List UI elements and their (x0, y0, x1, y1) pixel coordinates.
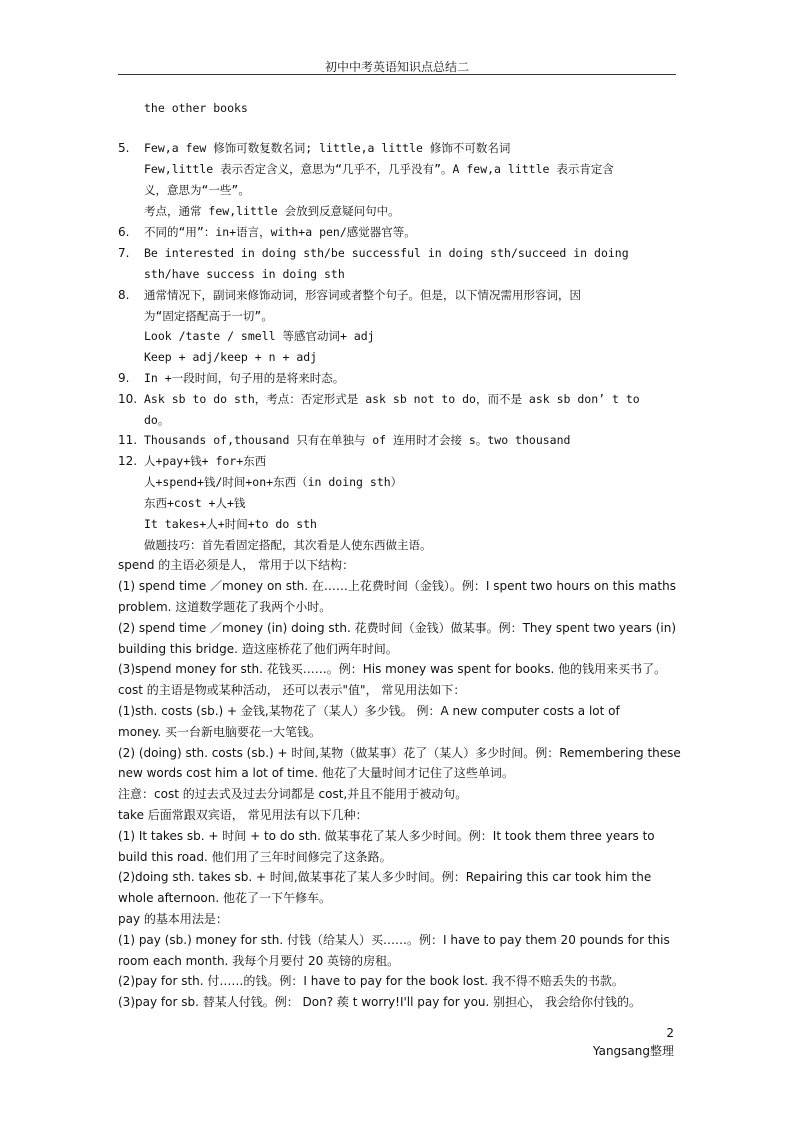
text-line: (1) spend time ／money on sth. 在……上花费时间（金钱）。例：I spent two hours on this maths (118, 579, 676, 593)
text-line: Be interested in doing sth/be successful in doing sth/succeed in doing (144, 246, 629, 260)
text-line: Thousands of,thousand 只有在单独与 of 连用时才会接 s。two thousand (144, 433, 571, 447)
list-number: 10. (118, 392, 138, 406)
text-line: money. 买一台新电脑要花一大笔钱。 (118, 725, 322, 739)
text-line: the other books (144, 101, 248, 115)
text-line: (2)doing sth. takes sb. + 时间,做某事花了某人多少时间。例：Repairing this car took him the (118, 870, 652, 884)
text-line: Look /taste / smell 等感官动词+ adj (144, 329, 375, 343)
text-line: 注意：cost 的过去式及过去分词都是 cost,并且不能用于被动句。 (118, 787, 468, 801)
list-number: 6. (118, 225, 130, 239)
list-number: 8. (118, 288, 130, 302)
text-line: new words cost him a lot of time. 他花了大量时间才记住了这些单词。 (118, 766, 514, 780)
text-line: cost 的主语是物或某种活动， 还可以表示"值"， 常见用法如下： (118, 683, 466, 697)
text-line: whole afternoon. 他花了一下午修车。 (118, 891, 331, 905)
list-number: 11. (118, 433, 138, 447)
text-line: build this road. 他们用了三年时间修完了这条路。 (118, 850, 392, 864)
text-line: (2) (doing) sth. costs (sb.) + 时间,某物（做某事）花了（某人）多少时间。例：Remembering these (118, 746, 681, 760)
text-line: 通常情况下，副词来修饰动词，形容词或者整个句子。但是，以下情况需用形容词，因 (144, 288, 581, 302)
list-number: 7. (118, 246, 130, 260)
text-line: sth/have success in doing sth (144, 267, 345, 281)
text-line: Keep + adj/keep + n + adj (144, 350, 318, 364)
text-line: room each month. 我每个月要付 20 英镑的房租。 (118, 954, 400, 968)
text-line: 不同的“用”：in+语言，with+a pen/感觉器官等。 (144, 225, 416, 239)
page-number: 2 (666, 1026, 674, 1040)
text-line: 人+pay+钱+ for+东西 (144, 454, 267, 468)
text-line: Few,little 表示否定含义，意思为“几乎不，几乎没有”。A few,a little 表示肯定含 (144, 162, 614, 176)
text-line: 考点，通常 few,little 会放到反意疑问句中。 (144, 204, 400, 218)
text-line: Ask sb to do sth，考点：否定形式是 ask sb not to do，而不是 ask sb don’ t to (144, 392, 640, 406)
text-line: do。 (144, 413, 170, 427)
list-number: 5. (118, 141, 130, 155)
list-number: 9. (118, 371, 130, 385)
text-line: 为“固定搭配高于一切”。 (144, 309, 273, 323)
text-line: It takes+人+时间+to do sth (144, 517, 317, 531)
page-header-title: 初中中考英语知识点总结二 (324, 60, 469, 74)
footer-author: Yangsang整理 (592, 1044, 674, 1058)
text-line: 人+spend+钱/时间+on+东西（in doing sth） (144, 475, 403, 489)
text-line: (3)pay for sb. 替某人付钱。例： Don? 蒺 t worry!I'll pay for you. 别担心， 我会给你付钱的。 (118, 995, 641, 1009)
text-line: Few,a few 修饰可数复数名词; little,a little 修饰不可数名词 (144, 141, 511, 155)
text-line: 义，意思为“一些”。 (144, 183, 250, 197)
text-line: (2)pay for sth. 付……的钱。例：I have to pay for the book lost. 我不得不赔丢失的书款。 (118, 974, 624, 988)
text-line: building this bridge. 造这座桥花了他们两年时间。 (118, 642, 398, 656)
text-line: problem. 这道数学题花了我两个小时。 (118, 600, 332, 614)
text-line: (1) pay (sb.) money for sth. 付钱（给某人）买……。例：I have to pay them 20 pounds for this (118, 933, 670, 947)
text-line: 做题技巧：首先看固定搭配，其次看是人使东西做主语。 (144, 538, 432, 552)
text-line: spend 的主语必须是人， 常用于以下结构： (118, 558, 355, 572)
text-line: In +一段时间，句子用的是将来时态。 (144, 371, 345, 385)
text-line: (2) spend time ／money (in) doing sth. 花费时间（金钱）做某事。例：They spent two years (in) (118, 621, 677, 635)
list-number: 12. (118, 454, 138, 468)
text-line: (3)spend money for sth. 花钱买……。例：His money was spent for books. 他的钱用来买书了。 (118, 662, 667, 676)
text-line: pay 的基本用法是： (118, 912, 228, 926)
text-line: (1)sth. costs (sb.) + 金钱,某物花了（某人）多少钱。 例：A new computer costs a lot of (118, 704, 620, 718)
text-line: 东西+cost +人+钱 (144, 496, 246, 510)
header-rule (118, 74, 676, 75)
text-line: (1) It takes sb. + 时间 + to do sth. 做某事花了某人多少时间。例：It took them three years to (118, 829, 655, 843)
text-line: take 后面常跟双宾语， 常见用法有以下几种： (118, 808, 368, 822)
